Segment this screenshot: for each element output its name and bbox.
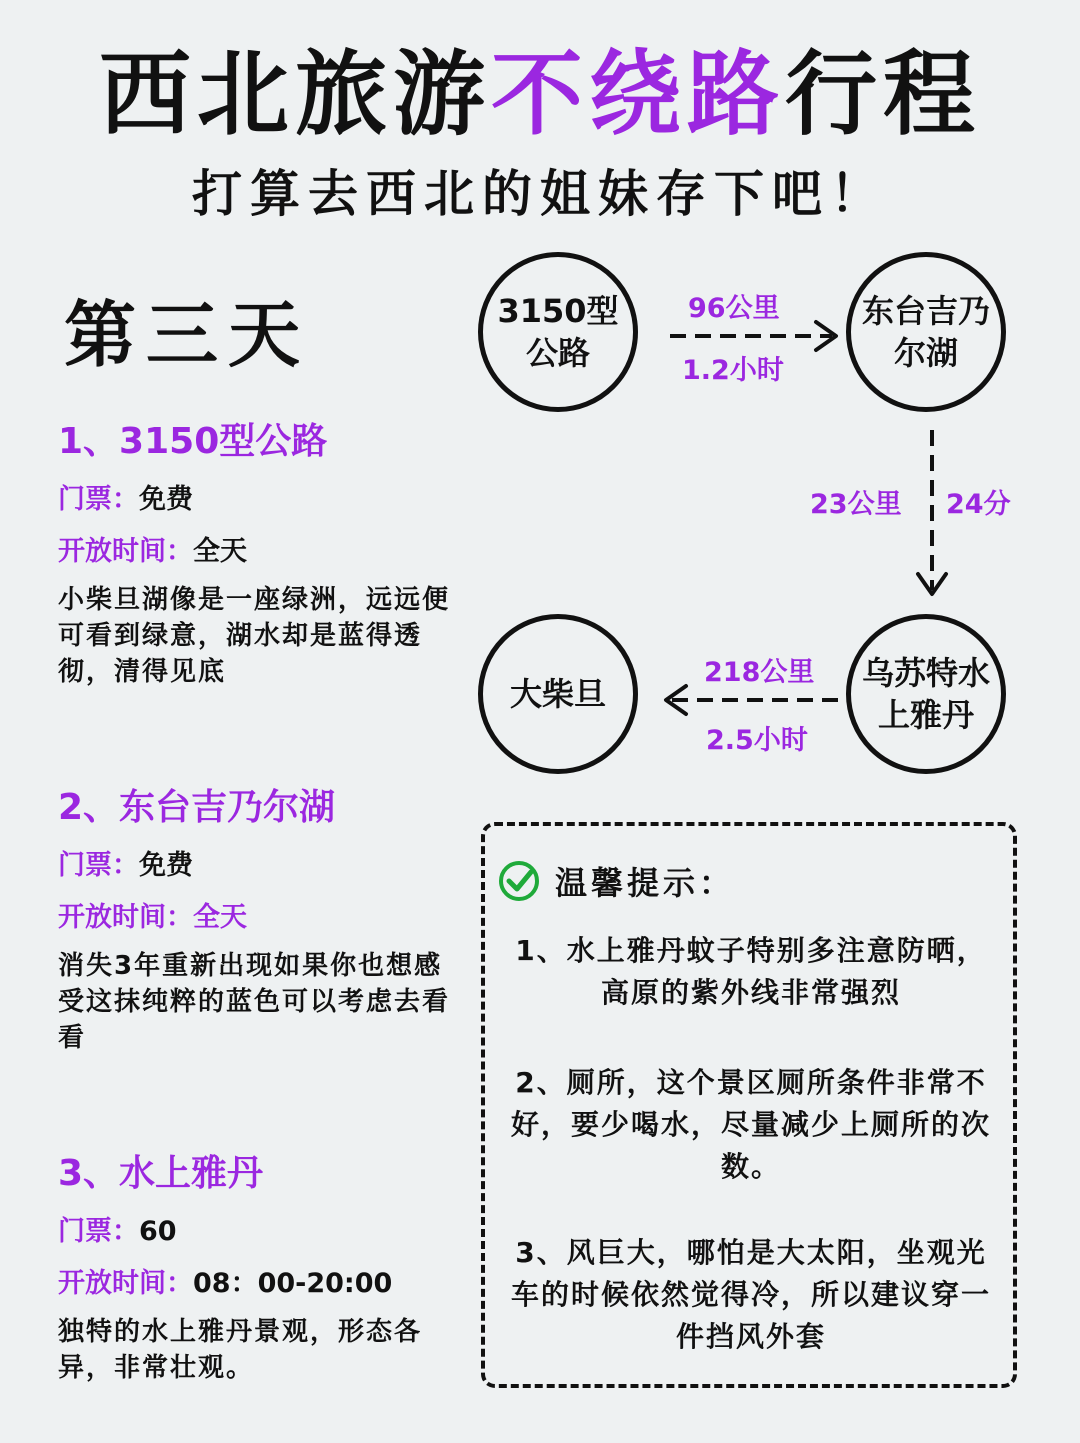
- tips-title: 温馨提示：: [555, 864, 736, 902]
- route-distance: 218公里: [704, 657, 815, 688]
- route-node: 乌苏特水上雅丹: [846, 614, 1006, 774]
- tips-header: [497, 858, 735, 904]
- day-heading: 第三天: [64, 293, 311, 377]
- page-subtitle: 打算去西北的姐妹存下吧！: [192, 165, 888, 223]
- title-part1: 西北旅游: [98, 41, 491, 148]
- route-node: 大柴旦: [478, 614, 638, 774]
- spot-card: [58, 784, 458, 1056]
- hours-row: [58, 534, 458, 570]
- hours-value: 全天: [193, 536, 247, 567]
- tips-box: [481, 822, 1017, 1388]
- tip-item: 2、厕所，这个景区厕所条件非常不好，要少喝水，尽量减少上厕所的次数。: [510, 1066, 991, 1183]
- hours-label: 开放时间：: [58, 1268, 193, 1299]
- ticket-row: [58, 848, 458, 884]
- route-time: 24分: [946, 489, 1011, 520]
- route-distance: 96公里: [688, 293, 780, 324]
- ticket-label: 门票：: [58, 1216, 139, 1247]
- hours-value: 全天: [193, 902, 247, 933]
- spot-title: 3、水上雅丹: [58, 1153, 264, 1194]
- route-diagram: [460, 240, 1060, 800]
- hours-value: 08：00-20:00: [193, 1268, 393, 1299]
- ticket-value: 60: [139, 1216, 177, 1247]
- tip-item: 3、风巨大，哪怕是大太阳，坐观光车的时候依然觉得冷，所以建议穿一件挡风外套: [510, 1236, 991, 1353]
- spot-description: 消失3年重新出现如果你也想感受这抹纯粹的蓝色可以考虑去看看: [58, 951, 451, 1053]
- ticket-row: [58, 482, 458, 518]
- page-title: [0, 40, 1080, 150]
- tip-item: 1、水上雅丹蚊子特别多注意防晒，高原的紫外线非常强烈: [515, 934, 987, 1009]
- hours-label: 开放时间：: [58, 536, 193, 567]
- ticket-row: [58, 1214, 458, 1250]
- title-part2: 行程: [785, 41, 982, 148]
- route-time: 2.5小时: [706, 725, 808, 756]
- title-accent: 不绕路: [490, 41, 785, 148]
- check-circle-icon: [497, 859, 541, 903]
- route-node: 东台吉乃尔湖: [846, 252, 1006, 412]
- spot-title: 1、3150型公路: [58, 421, 328, 462]
- hours-label: 开放时间：: [58, 902, 193, 933]
- ticket-value: 免费: [139, 850, 193, 881]
- route-time: 1.2小时: [682, 355, 784, 386]
- ticket-value: 免费: [139, 484, 193, 515]
- ticket-label: 门票：: [58, 850, 139, 881]
- spot-card: [58, 1150, 458, 1386]
- hours-row: [58, 900, 458, 936]
- spot-title: 2、东台吉乃尔湖: [58, 787, 336, 828]
- ticket-label: 门票：: [58, 484, 139, 515]
- route-distance: 23公里: [810, 489, 902, 520]
- route-node: 3150型公路: [478, 252, 638, 412]
- hours-row: [58, 1266, 458, 1302]
- spot-card: [58, 418, 458, 690]
- spot-description: 独特的水上雅丹景观，形态各异，非常壮观。: [58, 1317, 423, 1383]
- spot-description: 小柴旦湖像是一座绿洲，远远便可看到绿意，湖水却是蓝得透彻，清得见底: [58, 585, 451, 687]
